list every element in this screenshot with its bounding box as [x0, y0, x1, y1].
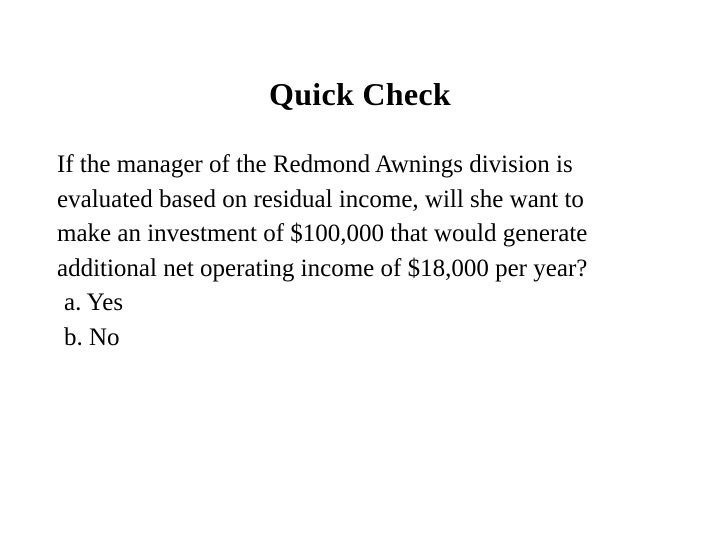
question-line-3: make an investment of $100,000 that would generate — [57, 220, 588, 247]
question-line-2: evaluated based on residual income, will she want to — [57, 185, 584, 213]
answer-option-no[interactable]: b. No — [64, 323, 120, 351]
question-line-1: If the manager of the Redmond Awnings division is — [57, 151, 573, 178]
answer-option-yes[interactable]: a. Yes — [64, 289, 124, 316]
slide-title: Quick Check — [269, 76, 451, 112]
question-line-4: additional net operating income of $18,000 per year? — [57, 254, 588, 282]
question-block — [57, 148, 697, 355]
